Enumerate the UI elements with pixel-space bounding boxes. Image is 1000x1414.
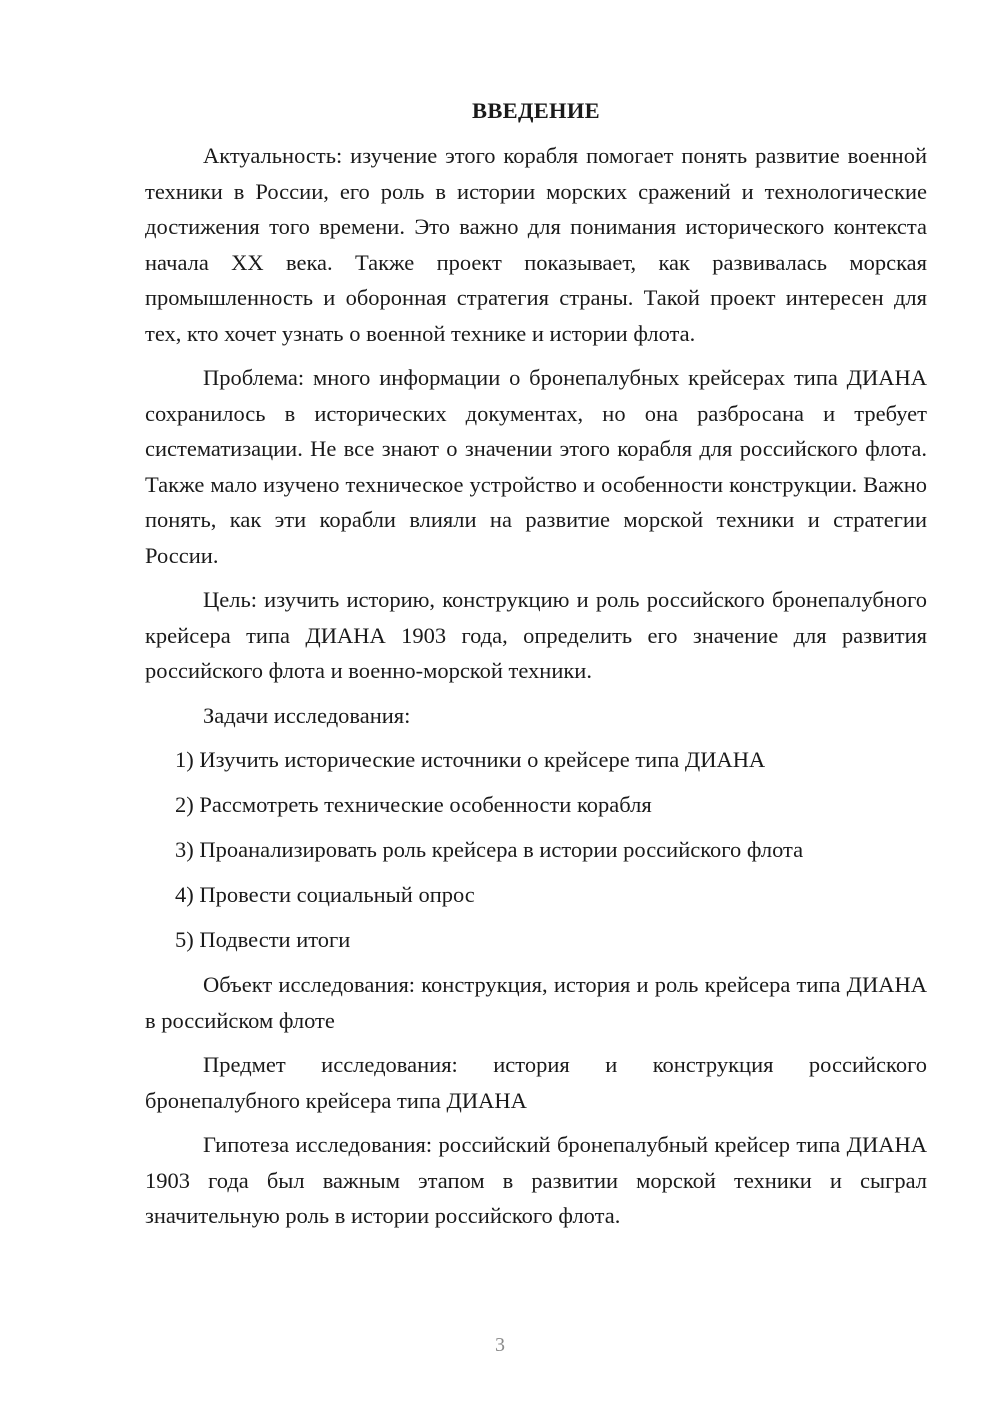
tasks-list (145, 742, 927, 958)
relevance-paragraph: Актуальность: изучение этого корабля помогает понять развитие военной техники в России, его роль в истории морских сражений и технологические достижения того времени. Это важно для понимания исторического контекста начала XX века. Также проект показывает, как развивалась морская промышленность и оборонная стратегия страны. Такой проект интересен для тех, кто хочет узнать о военной технике и истории флота. (145, 143, 927, 346)
goal-paragraph: Цель: изучить историю, конструкцию и роль российского бронепалубного крейсера типа ДИАНА 1903 года, определить его значение для развития российского флота и военно-морской техники. (145, 587, 927, 683)
page-number: 3 (495, 1334, 505, 1356)
object-paragraph: Объект исследования: конструкция, история и роль крейсера типа ДИАНА в российском флоте (145, 972, 927, 1033)
tasks-heading: Задачи исследования: (203, 702, 411, 728)
task-item: 5) Подвести итоги (175, 927, 351, 952)
task-item: 2) Рассмотреть технические особенности корабля (175, 792, 652, 817)
hypothesis-paragraph: Гипотеза исследования: российский бронепалубный крейсер типа ДИАНА 1903 года был важным этапом в развитии морской техники и сыграл значительную роль в истории российского флота. (145, 1132, 927, 1228)
task-item: 4) Провести социальный опрос (175, 882, 475, 907)
subject-paragraph: Предмет исследования: история и конструкция российского бронепалубного крейсера типа ДИАНА (145, 1052, 927, 1113)
problem-paragraph: Проблема: много информации о бронепалубных крейсерах типа ДИАНА сохранилось в исторических документах, но она разбросана и требует систематизации. Не все знают о значении этого корабля для российского флота. Также мало изучено техническое устройство и особенности конструкции. Важно понять, как эти корабли влияли на развитие морской техники и стратегии России. (145, 365, 927, 568)
document-page (145, 92, 927, 1243)
task-item: 1) Изучить исторические источники о крейсере типа ДИАНА (175, 747, 766, 772)
task-item: 3) Проанализировать роль крейсера в истории российского флота (175, 837, 804, 862)
page-title: ВВЕДЕНИЕ (472, 98, 600, 123)
